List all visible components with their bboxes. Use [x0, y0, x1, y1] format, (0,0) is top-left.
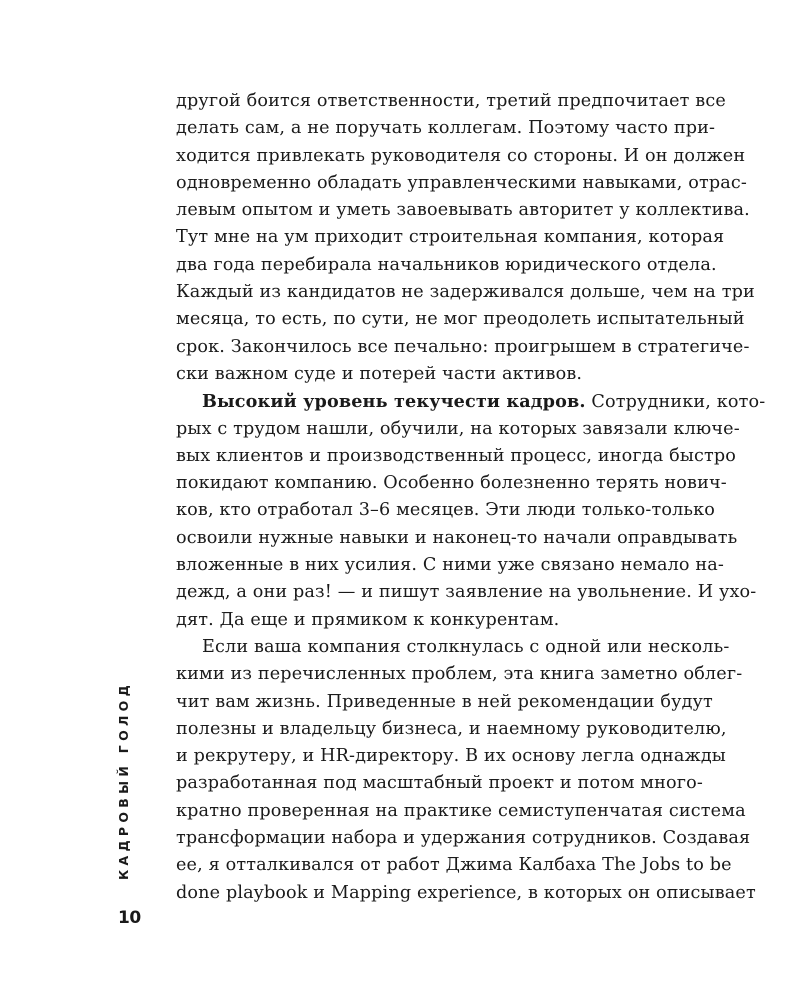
text-line: делать сам, а не поручать коллегам. Поэтому часто при- [176, 118, 716, 139]
text-line: ков, кто отработал 3–6 месяцев. Эти люди только-только [176, 500, 716, 521]
text-line: Тут мне на ум приходит строительная компания, которая [176, 227, 725, 248]
running-head: КАДРОВЫЙ ГОЛОД [116, 680, 131, 880]
text-line: два года перебирала начальников юридического отдела. [176, 254, 717, 275]
text-line: срок. Закончилось все печально: проигрышем в стратегиче- [176, 336, 750, 357]
text-fragment: Сотрудники, кото- [585, 392, 766, 413]
text-line: чит вам жизнь. Приведенные в ней рекомендации будут [176, 691, 713, 712]
text-line: месяца, то есть, по сути, не мог преодолеть испытательный [176, 309, 745, 330]
text-line: одновременно обладать управленческими навыками, отрас- [176, 172, 747, 193]
text-line: освоили нужные навыки и наконец-то начали оправдывать [176, 527, 738, 548]
text-line: трансформации набора и удержания сотрудников. Создавая [176, 828, 751, 849]
text-line: кими из перечисленных проблем, эта книга заметно облег- [176, 664, 743, 685]
text-line: ходится привлекать руководителя со стороны. И он должен [176, 145, 746, 166]
text-line: и рекрутеру, и HR-директору. В их основу легла однажды [176, 746, 726, 767]
text-line: дежд, а они раз! — и пишут заявление на увольнение. И ухо- [176, 582, 757, 603]
text-line: вложенные в них усилия. С ними уже связано немало на- [176, 555, 725, 576]
text-line: рых с трудом нашли, обучили, на которых завязали ключе- [176, 418, 740, 439]
text-line: разработанная под масштабный проект и потом много- [176, 773, 703, 794]
text-line: done playbook и Mapping experience, в которых он описывает [176, 882, 756, 903]
bold-lead-phrase: Высокий уровень текучести кадров. [202, 391, 586, 413]
body-text [176, 88, 766, 907]
text-line: другой боится ответственности, третий предпочитает все [176, 91, 726, 111]
text-line: покидают компанию. Особенно болезненно терять нович- [176, 473, 727, 494]
text-line: ски важном суде и потерей части активов. [176, 363, 583, 384]
paragraph-first-line: Если ваша компания столкнулась с одной или несколь- [202, 636, 730, 657]
text-line: вых клиентов и производственный процесс, иногда быстро [176, 445, 737, 466]
page-number: 10 [118, 908, 141, 928]
text-line: левым опытом и уметь завоевывать авторитет у коллектива. [176, 200, 750, 221]
text-line: полезны и владельцу бизнеса, и наемному руководителю, [176, 718, 727, 739]
text-line: Каждый из кандидатов не задерживался дольше, чем на три [176, 282, 755, 303]
paragraph-first-line [176, 388, 766, 415]
text-line: кратно проверенная на практике семиступенчатая система [176, 800, 746, 821]
text-line: ее, я отталкивался от работ Джима Калбаха The Jobs to be [176, 855, 732, 876]
text-line: дят. Да еще и прямиком к конкурентам. [176, 609, 560, 630]
